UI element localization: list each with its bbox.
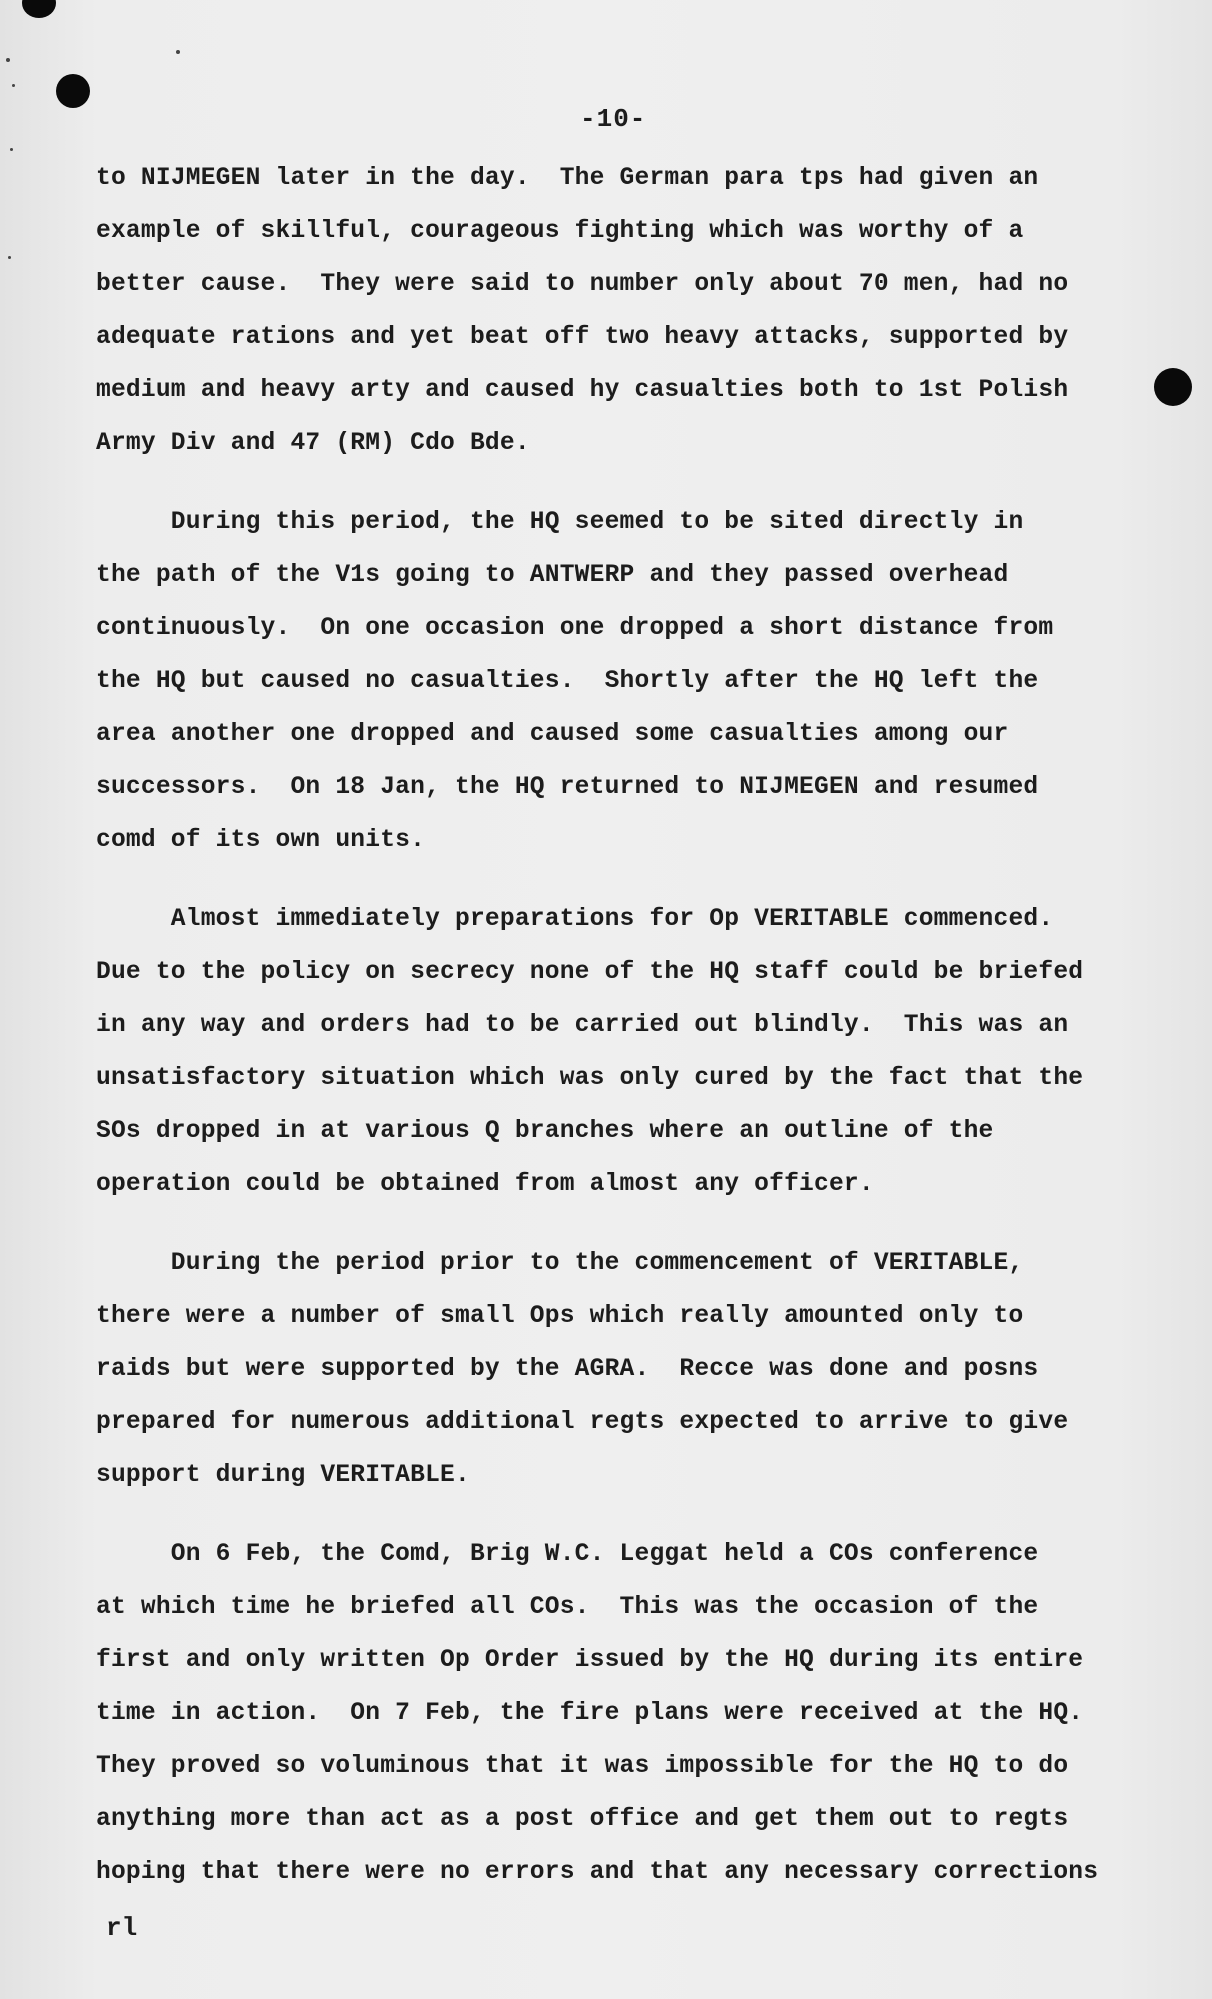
punch-hole: [56, 74, 90, 108]
scan-speck: [10, 148, 13, 151]
paragraph: [96, 1237, 1176, 1502]
text-line: first and only written Op Order issued by the HQ during its entire: [96, 1647, 1084, 1674]
scan-speck: [176, 50, 180, 54]
text-line: Due to the policy on secrecy none of the HQ staff could be briefed: [96, 959, 1084, 986]
paragraph: [96, 893, 1176, 1211]
text-line: anything more than act as a post office and get them out to regts: [96, 1806, 1069, 1833]
text-line: continuously. On one occasion one dropped a short distance from: [96, 615, 1054, 642]
text-line: time in action. On 7 Feb, the fire plans were received at the HQ.: [96, 1700, 1084, 1727]
text-line: SOs dropped in at various Q branches where an outline of the: [96, 1118, 994, 1145]
text-line: operation could be obtained from almost any officer.: [96, 1171, 874, 1198]
scan-speck: [6, 58, 10, 62]
text-line: successors. On 18 Jan, the HQ returned to NIJMEGEN and resumed: [96, 774, 1039, 801]
text-line: the path of the V1s going to ANTWERP and they passed overhead: [96, 562, 1009, 589]
text-line: comd of its own units.: [96, 827, 426, 854]
text-line: in any way and orders had to be carried out blindly. This was an: [96, 1012, 1069, 1039]
text-line: On 6 Feb, the Comd, Brig W.C. Leggat held a COs conference: [96, 1541, 1039, 1568]
text-line: They proved so voluminous that it was impossible for the HQ to do: [96, 1753, 1069, 1780]
text-line: prepared for numerous additional regts expected to arrive to give: [96, 1409, 1069, 1436]
scan-speck: [12, 84, 15, 87]
text-line: at which time he briefed all COs. This was the occasion of the: [96, 1594, 1039, 1621]
text-line: medium and heavy arty and caused hy casualties both to 1st Polish: [96, 377, 1069, 404]
text-line: adequate rations and yet beat off two heavy attacks, supported by: [96, 324, 1069, 351]
paragraph: [96, 152, 1176, 470]
page-number: -10-: [580, 104, 647, 134]
text-line: unsatisfactory situation which was only cured by the fact that the: [96, 1065, 1084, 1092]
text-line: the HQ but caused no casualties. Shortly after the HQ left the: [96, 668, 1039, 695]
text-line: hoping that there were no errors and that any necessary corrections: [96, 1859, 1099, 1886]
text-line: area another one dropped and caused some casualties among our: [96, 721, 1009, 748]
punch-hole: [22, 0, 56, 18]
text-line: Almost immediately preparations for Op VERITABLE commenced.: [96, 906, 1054, 933]
text-line: Army Div and 47 (RM) Cdo Bde.: [96, 430, 530, 457]
text-line: to NIJMEGEN later in the day. The German para tps had given an: [96, 165, 1039, 192]
text-line: better cause. They were said to number only about 70 men, had no: [96, 271, 1069, 298]
text-line: During this period, the HQ seemed to be sited directly in: [96, 509, 1024, 536]
typist-initials: rl: [106, 1913, 138, 1943]
text-line: During the period prior to the commencement of VERITABLE,: [96, 1250, 1024, 1277]
text-line: support during VERITABLE.: [96, 1462, 470, 1489]
text-line: raids but were supported by the AGRA. Recce was done and posns: [96, 1356, 1039, 1383]
text-line: there were a number of small Ops which really amounted only to: [96, 1303, 1024, 1330]
document-body: [96, 152, 1176, 1925]
scan-speck: [8, 256, 11, 259]
text-line: example of skillful, courageous fighting which was worthy of a: [96, 218, 1024, 245]
paragraph: [96, 1528, 1176, 1899]
paragraph: [96, 496, 1176, 867]
